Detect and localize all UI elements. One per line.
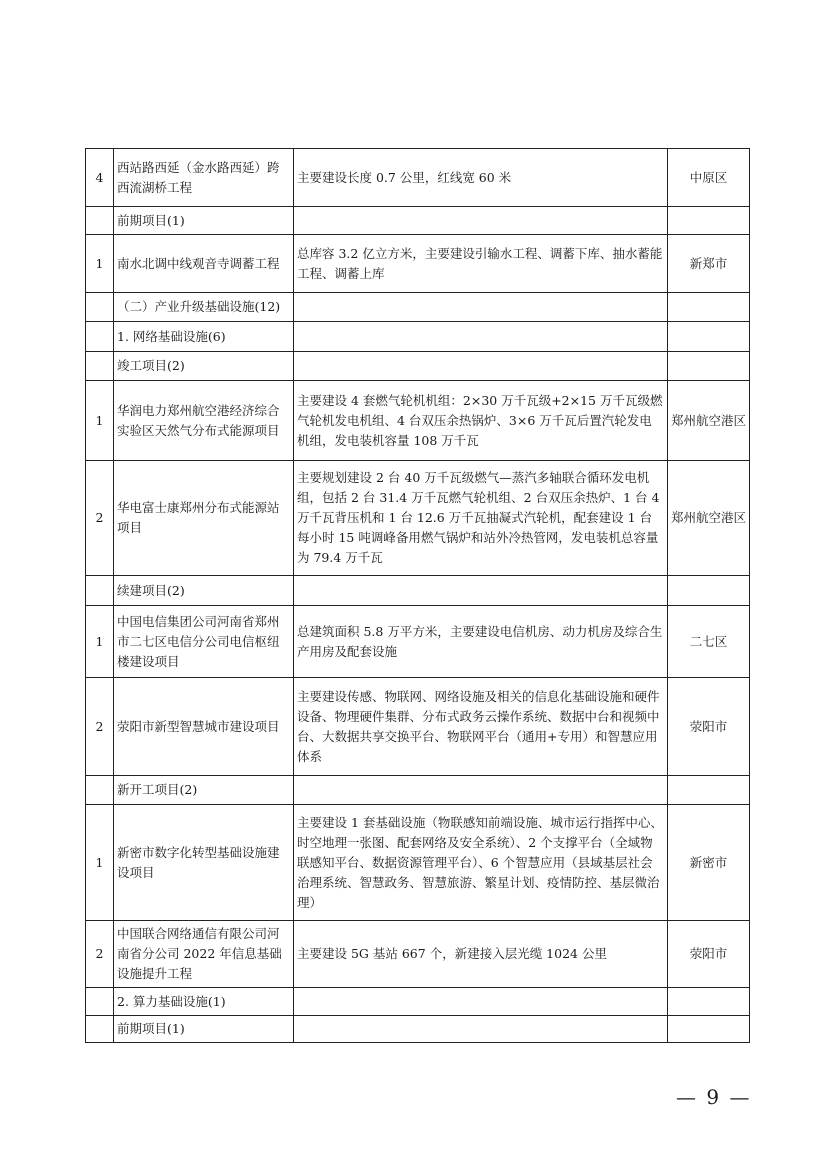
project-name: 西站路西延（金水路西延）跨西流湖桥工程 [114,149,294,207]
location-empty [668,352,750,381]
page-number: — 9 — [676,1085,752,1109]
section-row [86,576,750,606]
description-empty [294,352,668,381]
project-name: 南水北调中线观音寺调蓄工程 [114,235,294,293]
row-number-empty [86,352,114,381]
location-empty [668,1016,750,1043]
project-location: 二七区 [668,606,750,678]
description-empty [294,322,668,352]
project-name: 荥阳市新型智慧城市建设项目 [114,678,294,776]
row-number: 1 [86,235,114,293]
table-row [86,606,750,678]
table-row [86,235,750,293]
section-row [86,352,750,381]
description-empty [294,207,668,235]
project-location: 郑州航空港区 [668,381,750,461]
project-location: 新郑市 [668,235,750,293]
row-number-empty [86,207,114,235]
section-row [86,322,750,352]
project-description: 总库容 3.2 亿立方米，主要建设引输水工程、调蓄下库、抽水蓄能工程、调蓄上库 [294,235,668,293]
project-description: 主要建设长度 0.7 公里，红线宽 60 米 [294,149,668,207]
project-location: 郑州航空港区 [668,461,750,576]
project-name: 华电富士康郑州分布式能源站项目 [114,461,294,576]
project-name: 中国联合网络通信有限公司河南省分公司 2022 年信息基础设施提升工程 [114,921,294,988]
row-number: 2 [86,461,114,576]
location-empty [668,776,750,805]
section-label: 前期项目(1) [114,1016,294,1043]
location-empty [668,207,750,235]
row-number: 1 [86,606,114,678]
row-number: 1 [86,805,114,921]
location-empty [668,322,750,352]
table-row [86,678,750,776]
description-empty [294,988,668,1016]
section-row [86,293,750,322]
section-label: 续建项目(2) [114,576,294,606]
project-name: 华润电力郑州航空港经济综合实验区天然气分布式能源项目 [114,381,294,461]
location-empty [668,576,750,606]
row-number: 4 [86,149,114,207]
location-empty [668,293,750,322]
description-empty [294,776,668,805]
section-label: 新开工项目(2) [114,776,294,805]
row-number-empty [86,776,114,805]
table-row [86,149,750,207]
table-row [86,921,750,988]
section-row [86,207,750,235]
table-row [86,381,750,461]
section-row [86,776,750,805]
section-label: （二）产业升级基础设施(12) [114,293,294,322]
project-location: 荥阳市 [668,678,750,776]
section-label: 2. 算力基础设施(1) [114,988,294,1016]
location-empty [668,988,750,1016]
project-location: 荥阳市 [668,921,750,988]
project-name: 新密市数字化转型基础设施建设项目 [114,805,294,921]
project-location: 中原区 [668,149,750,207]
description-empty [294,1016,668,1043]
section-label: 1. 网络基础设施(6) [114,322,294,352]
row-number: 1 [86,381,114,461]
section-label: 竣工项目(2) [114,352,294,381]
project-location: 新密市 [668,805,750,921]
project-description: 主要建设 1 套基础设施（物联感知前端设施、城市运行指挥中心、时空地理一张图、配套网络及安全系统）、2 个支撑平台（全域物联感知平台、数据资源管理平台）、6 个智慧应用（县域基层社会治理系统、智慧政务、智慧旅游、繁星计划、疫情防控、基层微治理） [294,805,668,921]
table-row [86,461,750,576]
description-empty [294,293,668,322]
project-description: 主要建设 4 套燃气轮机机组：2×30 万千瓦级+2×15 万千瓦级燃气轮机发电机组、4 台双压余热锅炉、3×6 万千瓦后置汽轮发电机组，发电装机容量 108 万千瓦 [294,381,668,461]
project-description: 主要建设 5G 基站 667 个，新建接入层光缆 1024 公里 [294,921,668,988]
project-description: 总建筑面积 5.8 万平方米，主要建设电信机房、动力机房及综合生产用房及配套设施 [294,606,668,678]
project-table-body [86,149,750,1043]
row-number-empty [86,1016,114,1043]
row-number-empty [86,322,114,352]
project-table [85,148,750,1043]
section-row [86,988,750,1016]
section-row [86,1016,750,1043]
project-description: 主要规划建设 2 台 40 万千瓦级燃气—蒸汽多轴联合循环发电机组，包括 2 台 31.4 万千瓦燃气轮机组、2 台双压余热炉、1 台 4 万千瓦背压机和 1 台 12.6 万千瓦抽凝式汽轮机，配套建设 1 台每小时 15 吨调峰备用燃气锅炉和站外冷热管网，发电装机总容量为 79.4 万千瓦 [294,461,668,576]
row-number-empty [86,576,114,606]
row-number: 2 [86,678,114,776]
project-description: 主要建设传感、物联网、网络设施及相关的信息化基础设施和硬件设备、物理硬件集群、分布式政务云操作系统、数据中台和视频中台、大数据共享交换平台、物联网平台（通用+专用）和智慧应用体系 [294,678,668,776]
description-empty [294,576,668,606]
row-number-empty [86,988,114,1016]
row-number-empty [86,293,114,322]
row-number: 2 [86,921,114,988]
project-name: 中国电信集团公司河南省郑州市二七区电信分公司电信枢纽楼建设项目 [114,606,294,678]
section-label: 前期项目(1) [114,207,294,235]
table-row [86,805,750,921]
